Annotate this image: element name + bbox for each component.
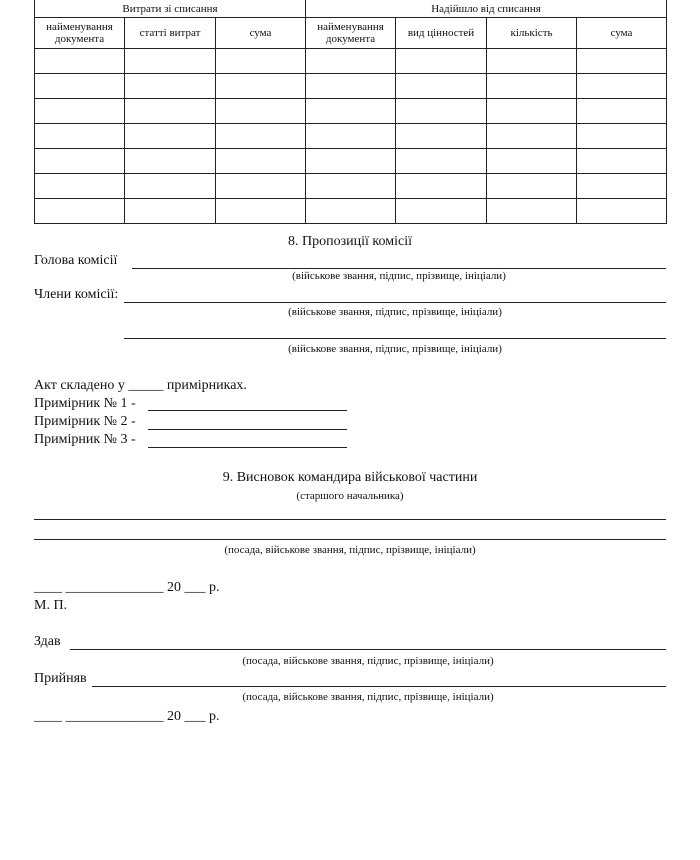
table-cell[interactable]: [35, 174, 125, 199]
received-position-hint: (посада, військове звання, підпис, прізвище, ініціали): [242, 691, 494, 703]
group-expenses-header: Витрати зі списання: [35, 0, 306, 18]
table-cell[interactable]: [396, 199, 487, 224]
expenses-income-table: [34, 0, 667, 224]
conclusion-line-2[interactable]: [34, 539, 666, 540]
table-cell[interactable]: [216, 49, 306, 74]
col-doc-name-1: найменування документа: [35, 18, 125, 49]
members-label: Члени комісії:: [34, 287, 119, 302]
member2-signature-hint: (військове звання, підпис, прізвище, ініціали): [288, 343, 502, 355]
table-cell[interactable]: [35, 49, 125, 74]
table-cell[interactable]: [35, 99, 125, 124]
table-cell[interactable]: [216, 74, 306, 99]
table-cell[interactable]: [125, 174, 216, 199]
conclusion-position-hint: (посада, військове звання, підпис, прізвище, ініціали): [224, 544, 476, 556]
table-cell[interactable]: [396, 49, 487, 74]
table-cell[interactable]: [125, 99, 216, 124]
copy2-label: Примірник № 2 -: [34, 414, 136, 429]
col-quantity: кількість: [487, 18, 577, 49]
table-cell[interactable]: [306, 99, 396, 124]
table-cell[interactable]: [487, 49, 577, 74]
table-row: [35, 74, 667, 99]
table-cell[interactable]: [487, 199, 577, 224]
chair-label: Голова комісії: [34, 253, 118, 268]
table-cell[interactable]: [306, 124, 396, 149]
conclusion-subheading: (старшого начальника): [296, 490, 404, 502]
table-cell[interactable]: [577, 124, 667, 149]
chair-signature-line[interactable]: [132, 268, 666, 269]
table-cell[interactable]: [216, 124, 306, 149]
received-label: Прийняв: [34, 671, 87, 686]
table-cell[interactable]: [125, 149, 216, 174]
gave-signature-line[interactable]: [70, 649, 666, 650]
table-cell[interactable]: [125, 124, 216, 149]
table-row: [35, 174, 667, 199]
copy1-label: Примірник № 1 -: [34, 396, 136, 411]
table-cell[interactable]: [577, 199, 667, 224]
table-cell[interactable]: [35, 124, 125, 149]
table-cell[interactable]: [577, 99, 667, 124]
handover-date-line: ____ ______________ 20 ___ р.: [34, 709, 220, 724]
table-row: [35, 99, 667, 124]
copy3-line[interactable]: [148, 447, 347, 448]
table-cell[interactable]: [396, 149, 487, 174]
group-income-header: Надійшло від списання: [306, 0, 667, 18]
table-cell[interactable]: [306, 174, 396, 199]
table-cell[interactable]: [396, 99, 487, 124]
col-expense-items: статті витрат: [125, 18, 216, 49]
table-cell[interactable]: [35, 149, 125, 174]
table-row: [35, 124, 667, 149]
conclusion-line-1[interactable]: [34, 519, 666, 520]
table-row: [35, 199, 667, 224]
table-cell[interactable]: [487, 174, 577, 199]
table-cell[interactable]: [306, 199, 396, 224]
col-sum-2: сума: [577, 18, 667, 49]
member2-signature-line[interactable]: [124, 338, 666, 339]
gave-position-hint: (посада, військове звання, підпис, прізвище, ініціали): [242, 655, 494, 667]
table-cell[interactable]: [125, 74, 216, 99]
proposals-heading: 8. Пропозиції комісії: [288, 234, 412, 249]
col-doc-name-2: найменування документа: [306, 18, 396, 49]
table-cell[interactable]: [577, 149, 667, 174]
table-cell[interactable]: [216, 149, 306, 174]
conclusion-heading: 9. Висновок командира військової частини: [222, 470, 478, 485]
table-cell[interactable]: [577, 74, 667, 99]
table-cell[interactable]: [306, 49, 396, 74]
table-cell[interactable]: [35, 74, 125, 99]
chair-signature-hint: (військове звання, підпис, прізвище, ініціали): [292, 270, 506, 282]
table-cell[interactable]: [396, 174, 487, 199]
table-row: [35, 49, 667, 74]
gave-label: Здав: [34, 634, 61, 649]
member1-signature-line[interactable]: [124, 302, 666, 303]
table-cell[interactable]: [487, 99, 577, 124]
table-cell[interactable]: [487, 124, 577, 149]
member1-signature-hint: (військове звання, підпис, прізвище, ініціали): [288, 306, 502, 318]
copy3-label: Примірник № 3 -: [34, 432, 136, 447]
table-cell[interactable]: [577, 174, 667, 199]
copies-statement: Акт складено у _____ примірниках.: [34, 378, 247, 393]
table-cell[interactable]: [396, 124, 487, 149]
stamp-place: М. П.: [34, 598, 68, 613]
table-row: [35, 149, 667, 174]
table-cell[interactable]: [125, 199, 216, 224]
table-cell[interactable]: [487, 74, 577, 99]
table-cell[interactable]: [216, 174, 306, 199]
table-cell[interactable]: [577, 49, 667, 74]
copy2-line[interactable]: [148, 429, 347, 430]
table-cell[interactable]: [125, 49, 216, 74]
table-cell[interactable]: [35, 199, 125, 224]
received-signature-line[interactable]: [92, 686, 666, 687]
table-cell[interactable]: [306, 74, 396, 99]
table-cell[interactable]: [216, 199, 306, 224]
table-cell[interactable]: [216, 99, 306, 124]
conclusion-date-line: ____ ______________ 20 ___ р.: [34, 580, 220, 595]
col-value-type: вид цінностей: [396, 18, 487, 49]
table-cell[interactable]: [396, 74, 487, 99]
table-cell[interactable]: [487, 149, 577, 174]
table-cell[interactable]: [306, 149, 396, 174]
copy1-line[interactable]: [148, 410, 347, 411]
col-sum-1: сума: [216, 18, 306, 49]
